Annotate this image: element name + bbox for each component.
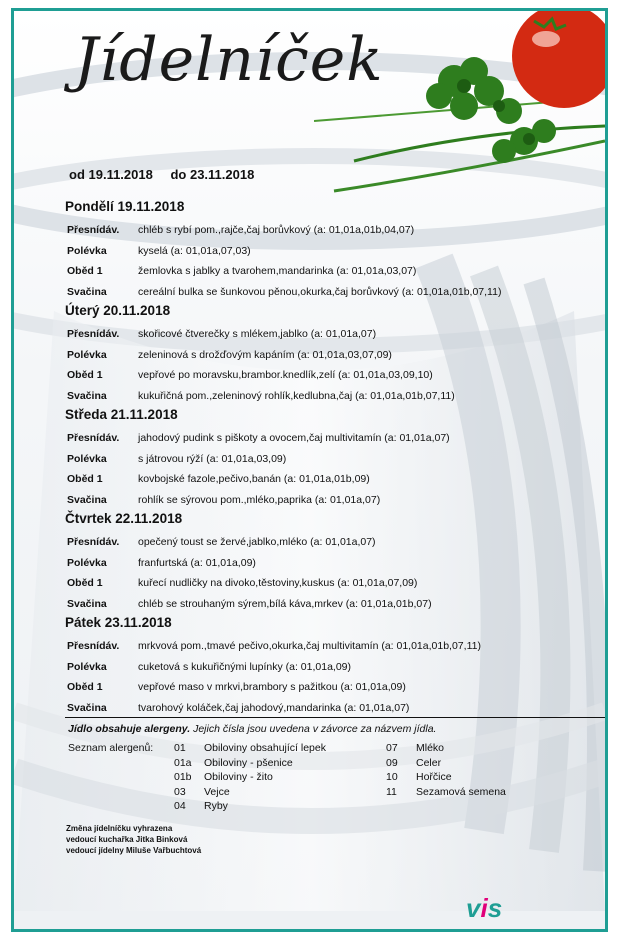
day-title: Středa 21.11.2018 [65,407,178,422]
allergen-code: 03 [174,785,186,798]
allergen-name: Celer [416,756,442,769]
staff-line: vedoucí kuchařka Jitka Binková [66,835,188,844]
meal-row-soup [65,241,545,262]
meal-dish: skořicové čtverečky s mlékem,jablko (a: 01,01a,07) [138,328,377,341]
menu-sheet [11,8,608,932]
allergen-code: 10 [386,771,398,783]
meal-dish: franfurtská (a: 01,01a,09) [138,556,256,569]
meal-row-breakfast [65,220,545,241]
allergen-item [386,756,506,771]
allergen-name: Hořčice [416,771,452,783]
allergen-name: Sezamová semena [416,785,506,798]
meal-dish: s játrovou rýží (a: 01,01a,03,09) [138,452,287,465]
meal-dish: tvarohový koláček,čaj jahodový,mandarinka (a: 01,01a,07) [138,701,410,714]
allergen-name: Obiloviny - žito [204,771,273,783]
allergen-code: 04 [174,800,186,812]
day-section-friday [65,615,545,718]
meal-dish: zeleninová s drožďovým kapáním (a: 01,01a,03,07,09) [138,348,392,361]
vis-logo [466,893,502,924]
meal-row-soup [65,657,545,678]
logo-part: i [480,893,488,923]
meal-label: Svačina [67,285,107,298]
allergen-name: Ryby [204,800,228,812]
meal-label: Přesnídáv. [67,640,120,653]
meal-label: Svačina [67,597,107,610]
day-section-thursday [65,511,545,614]
meal-dish: chléb s rybí pom.,rajče,čaj borůvkový (a: 01,01a,01b,04,07) [138,224,415,237]
meal-dish: vepřové po moravsku,brambor.knedlík,zelí (a: 01,01a,03,09,10) [138,369,433,382]
meal-row-breakfast [65,636,545,657]
meal-row-breakfast [65,324,545,345]
allergen-item [386,785,506,800]
allergen-item [174,756,326,771]
meal-dish: vepřové maso v mrkvi,brambory s pažitkou (a: 01,01a,09) [138,681,406,694]
allergen-list-left [174,741,326,814]
meal-label: Oběd 1 [67,473,103,486]
allergen-code: 01b [174,771,192,783]
meal-row-snack [65,386,545,407]
meal-row-soup [65,345,545,366]
allergen-code: 01a [174,756,192,769]
allergen-name: Obiloviny - pšenice [204,756,293,769]
day-title: Pondělí 19.11.2018 [65,199,185,214]
allergen-name: Mléko [416,742,445,754]
meal-row-snack [65,698,545,719]
staff-line: vedoucí jídelny Miluše Vařbuchtová [66,846,202,855]
meal-label: Polévka [67,348,107,361]
meal-label: Oběd 1 [67,369,103,382]
meal-dish: jahodový pudink s piškoty a ovocem,čaj multivitamín (a: 01,01a,07) [138,432,450,445]
meal-row-lunch [65,677,545,698]
allergen-code: 09 [386,756,398,769]
day-title: Pátek 23.11.2018 [65,615,172,630]
meal-row-lunch [65,365,545,386]
meal-label: Polévka [67,660,107,673]
allergen-item [174,799,326,814]
meal-dish: cuketová s kukuřičnými lupínky (a: 01,01a,09) [138,660,352,673]
meal-row-breakfast [65,428,545,449]
meal-row-lunch [65,469,545,490]
allergen-item [174,741,326,756]
meal-label: Přesnídáv. [67,224,120,237]
period-to: do 23.11.2018 [170,167,255,182]
meal-label: Oběd 1 [67,577,103,590]
logo-part: v [466,893,481,923]
meal-label: Polévka [67,452,107,465]
allergen-note-bold: Jídlo obsahuje alergeny. [68,723,191,735]
menu-title: Jídelníček [74,25,384,95]
meal-dish: cereální bulka se šunkovou pěnou,okurka,čaj borůvkový (a: 01,01a,01b,07,11) [138,285,502,298]
meal-row-lunch [65,261,545,282]
meal-label: Svačina [67,493,107,506]
meal-row-breakfast [65,532,545,553]
staff-line: Změna jídelníčku vyhrazena [66,824,173,833]
meal-row-lunch [65,573,545,594]
allergen-item [174,770,326,785]
allergen-name: Obiloviny obsahující lepek [204,742,326,754]
allergen-item [174,785,326,800]
period-from: od 19.11.2018 [69,167,153,182]
meal-row-snack [65,594,545,615]
day-section-monday [65,199,545,302]
allergen-divider [65,717,605,718]
logo-part: s [487,893,503,923]
meal-dish: rohlík se sýrovou pom.,mléko,paprika (a: 01,01a,07) [138,493,381,506]
meal-label: Přesnídáv. [67,328,120,341]
allergen-code: 01 [174,742,186,754]
meal-label: Přesnídáv. [67,536,120,549]
day-section-wednesday [65,407,545,510]
allergen-code: 07 [386,742,398,754]
meal-label: Svačina [67,389,107,402]
allergen-code: 11 [386,785,397,798]
allergen-name: Vejce [204,785,230,798]
allergen-note-text: Jejich čísla jsou uvedena v závorce za názvem jídla. [193,723,437,735]
allergen-list-label: Seznam alergenů: [68,742,154,754]
meal-dish: žemlovka s jablky a tvarohem,mandarinka (a: 01,01a,03,07) [138,265,417,278]
meal-row-soup [65,553,545,574]
meal-row-snack [65,490,545,511]
meal-dish: kuřecí nudličky na divoko,těstoviny,kuskus (a: 01,01a,07,09) [138,577,418,590]
meal-dish: opečený toust se žervé,jablko,mléko (a: 01,01a,07) [138,536,376,549]
meal-dish: kyselá (a: 01,01a,07,03) [138,244,251,257]
allergen-note [68,723,436,735]
meal-dish: kukuřičná pom.,zeleninový rohlík,kedlubna,čaj (a: 01,01a,01b,07,11) [138,389,455,402]
meal-row-snack [65,282,545,303]
meal-dish: kovbojské fazole,pečivo,banán (a: 01,01a,01b,09) [138,473,370,486]
meal-label: Svačina [67,701,107,714]
day-section-tuesday [65,303,545,406]
meal-label: Oběd 1 [67,265,103,278]
meal-label: Polévka [67,244,107,257]
allergen-item [386,741,506,756]
meal-label: Přesnídáv. [67,432,120,445]
day-title: Úterý 20.11.2018 [65,303,171,318]
staff-info [66,823,201,856]
allergen-item [386,770,506,785]
meal-row-soup [65,449,545,470]
meal-label: Oběd 1 [67,681,103,694]
allergen-list-right [386,741,506,799]
meal-dish: mrkvová pom.,tmavé pečivo,okurka,čaj multivitamín (a: 01,01a,01b,07,11) [138,640,481,653]
meal-dish: chléb se strouhaným sýrem,bílá káva,mrkev (a: 01,01a,01b,07) [138,597,432,610]
day-title: Čtvrtek 22.11.2018 [65,511,183,526]
meal-label: Polévka [67,556,107,569]
menu-period [69,167,268,182]
